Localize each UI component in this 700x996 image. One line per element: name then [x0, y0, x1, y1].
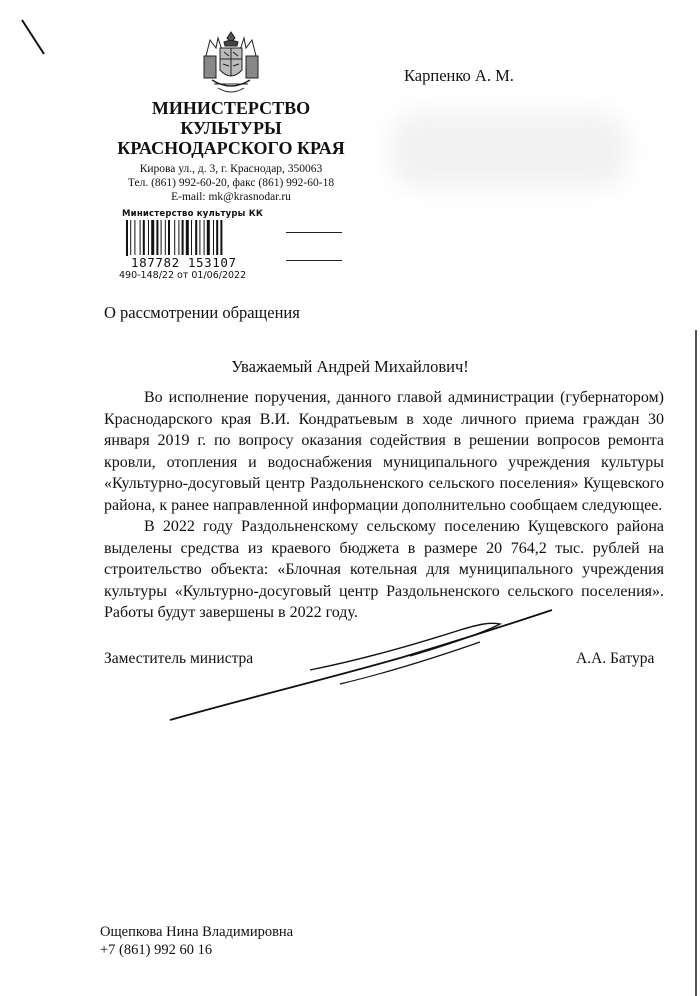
barcode-bar [178, 220, 179, 256]
barcode-bar [186, 220, 189, 256]
barcode-bar [204, 220, 205, 256]
ministry-email: E-mail: mk@krasnodar.ru [171, 191, 291, 203]
redacted-address-area [390, 112, 628, 188]
barcode-number: 187782 153107 [131, 255, 237, 270]
barcode-bar [174, 220, 175, 256]
barcode-bar [148, 220, 149, 256]
barcode-bar [191, 220, 192, 256]
barcode-bar [134, 220, 135, 256]
barcode-bar [220, 220, 222, 256]
blank-line-2 [286, 260, 342, 261]
body-paragraph-1: Во исполнение поручения, данного главой администрации (губернатором) Краснодарского края В.И. Кондратьевым в ходе личного приема граждан 30 января 2019 г. по вопросу оказания содействия в решении вопросов ремонта кровли, отопления и водоснабжения муниципального учреждения культуры «Культурно-досуговый центр Раздольненского сельского поселения» Кущевского района, к ранее направленной информации дополнительно сообщаем следующее. [104, 389, 664, 514]
barcode-bar [143, 220, 145, 256]
barcode-bar [151, 220, 154, 256]
letter-subject: О рассмотрении обращения [104, 303, 300, 322]
barcode-bar [165, 220, 166, 256]
barcode [124, 220, 264, 256]
barcode-bar [207, 220, 210, 256]
coat-of-arms-emblem [196, 30, 266, 98]
ministry-address: Кирова ул., д. 3, г. Краснодар, 350063 [139, 163, 323, 175]
executor-phone: +7 (861) 992 60 16 [100, 942, 213, 958]
barcode-bar [161, 220, 162, 256]
scan-mark [20, 18, 50, 58]
salutation: Уважаемый Андрей Михайлович! [231, 357, 469, 376]
blank-line-1 [286, 232, 342, 233]
registration-stamp-label: Министерство культуры КК [122, 209, 264, 219]
ministry-contacts [100, 162, 362, 204]
barcode-bar [182, 220, 184, 256]
barcode-bar [216, 220, 218, 256]
ministry-line-1: МИНИСТЕРСТВО [151, 98, 311, 118]
signatory-title: Заместитель министра [104, 650, 254, 667]
barcode-bar [213, 220, 214, 256]
scan-edge-line [695, 330, 697, 996]
barcode-bar [168, 220, 170, 256]
executor-name: Ощепкова Нина Владимировна [100, 924, 294, 940]
signatory-name: А.А. Батура [576, 650, 655, 667]
barcode-bar [156, 220, 158, 256]
letter-body [104, 387, 664, 624]
ministry-line-2: КУЛЬТУРЫ [180, 118, 282, 138]
ministry-phone-fax: Тел. (861) 992-60-20, факс (861) 992-60-18 [127, 177, 335, 189]
barcode-bar [199, 220, 200, 256]
addressee-name: Карпенко А. М. [404, 66, 514, 85]
ministry-line-3: КРАСНОДАРСКОГО КРАЯ [117, 138, 345, 158]
barcode-bar [140, 220, 141, 256]
registration-number: 490-148/22 от 01/06/2022 [119, 270, 247, 281]
barcode-bar [126, 220, 128, 256]
barcode-bar [195, 220, 197, 256]
barcode-bar [130, 220, 131, 256]
ministry-name [100, 98, 362, 158]
body-paragraph-2: В 2022 году Раздольненскому сельскому поселению Кущевского района выделены средства из краевого бюджета в размере 20 764,2 тыс. рублей на строительство объекта: «Блочная котельная для муниципального учреждения культуры «Культурно-досуговый центр Раздольненского сельского поселения». Работы будут завершены в 2022 году. [104, 518, 664, 621]
